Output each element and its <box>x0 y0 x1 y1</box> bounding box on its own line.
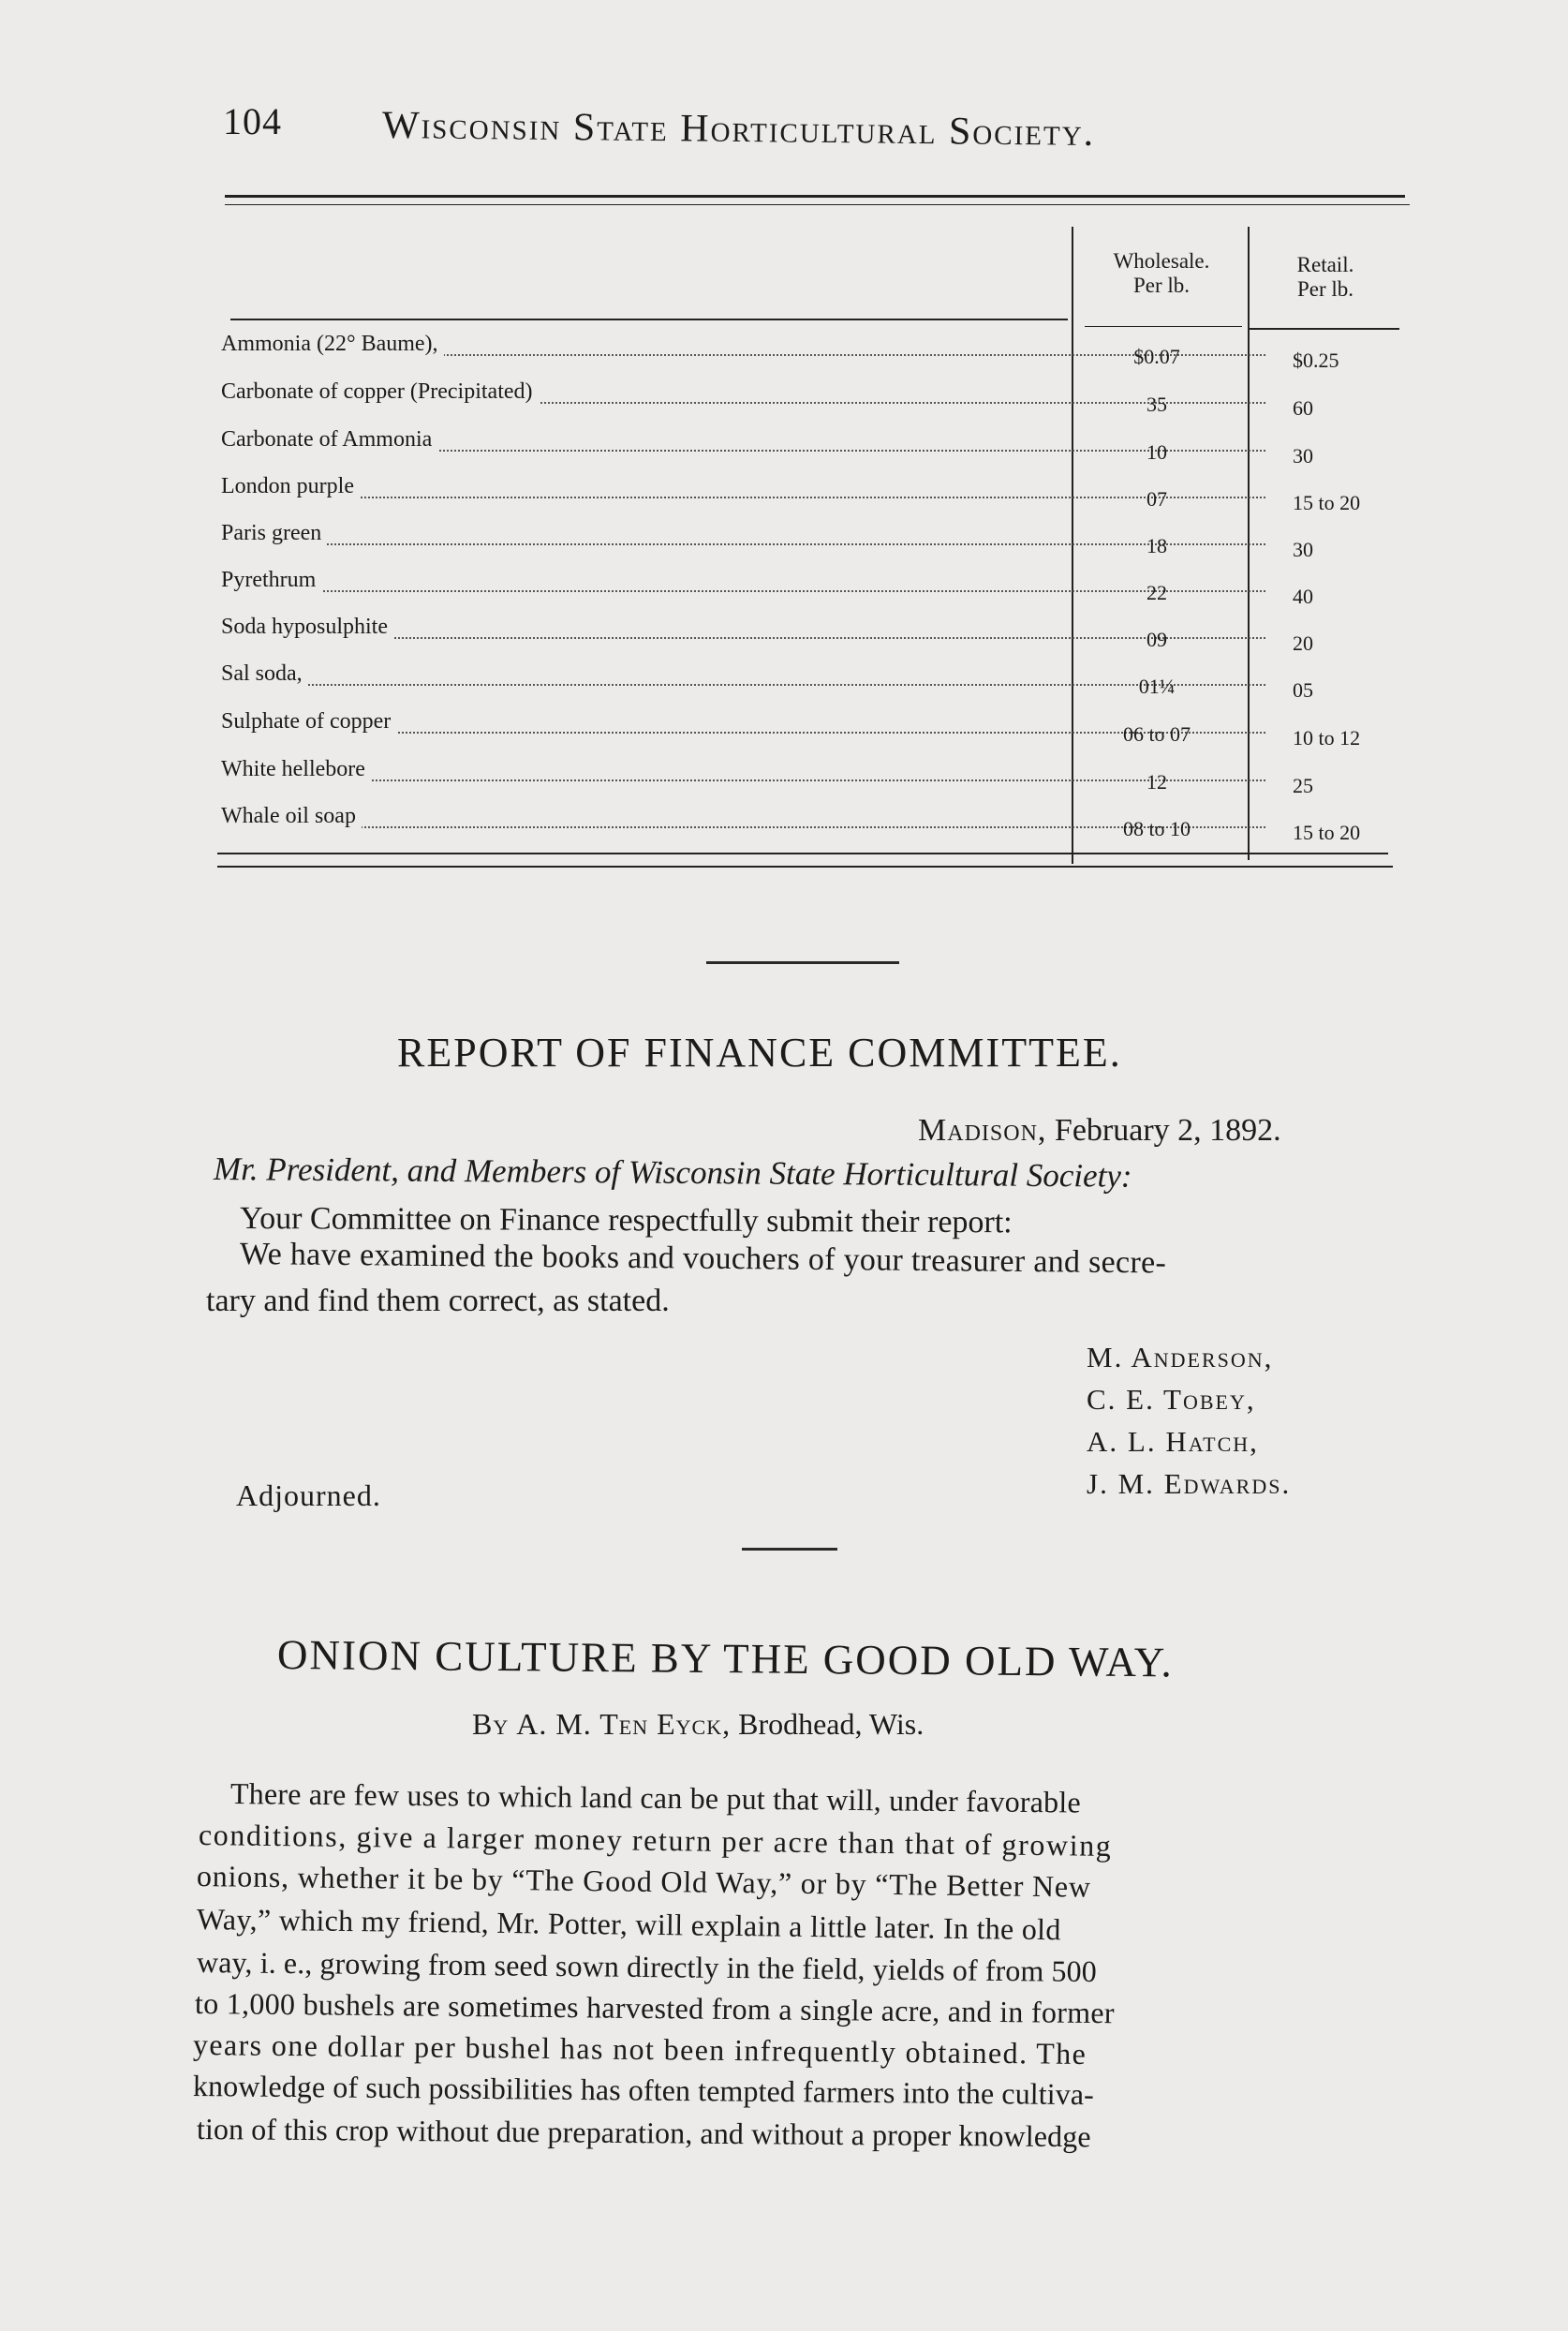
item-name: Pyrethrum <box>221 568 321 592</box>
running-head <box>223 92 1272 155</box>
article-body-line: knowledge of such possibilities has often tempted farmers into the cultiva- <box>192 2069 1095 2112</box>
item-name: Paris green <box>221 521 327 545</box>
retail-price: 05 <box>1293 678 1313 702</box>
byline-by: By <box>472 1707 510 1741</box>
retail-price: 25 <box>1293 774 1313 797</box>
article-body-line: conditions, give a larger money return per acre than that of growing <box>198 1818 1113 1863</box>
dateline-place: Madison, <box>918 1113 1047 1148</box>
table-row <box>215 379 1400 426</box>
retail-price: 20 <box>1293 631 1313 655</box>
retail-price: 30 <box>1293 444 1313 468</box>
signature: M. Anderson, <box>1087 1341 1274 1373</box>
retail-price: 15 to 20 <box>1293 491 1361 514</box>
wholesale-header-line-1: Wholesale. <box>1113 249 1210 273</box>
header-underline-items <box>230 319 1068 320</box>
wholesale-price: 06 to 07 <box>1122 722 1191 746</box>
item-name: Ammonia (22° Baume), <box>221 332 444 356</box>
price-table <box>215 195 1400 888</box>
retail-price: $0.25 <box>1293 349 1339 372</box>
article-body-line: There are few uses to which land can be put that will, under favorable <box>229 1776 1082 1819</box>
page-number: 104 <box>223 100 282 142</box>
table-top-rule <box>225 195 1405 198</box>
item-name: Sal soda, <box>221 661 308 686</box>
wholesale-price: 12 <box>1146 770 1167 794</box>
table-row <box>215 615 1400 661</box>
article-body-line: Way,” which my friend, Mr. Potter, will explain a little later. In the old <box>196 1902 1061 1947</box>
retail-header-line-1: Retail. <box>1296 253 1354 276</box>
item-name: Carbonate of Ammonia <box>221 427 437 452</box>
report-salutation: Mr. President, and Members of Wisconsin State Horticultural Society: <box>213 1151 1132 1195</box>
retail-header-line-2: Per lb. <box>1296 277 1354 301</box>
wholesale-price: 35 <box>1146 393 1167 416</box>
retail-price: 40 <box>1293 585 1313 608</box>
wholesale-price: 08 to 10 <box>1122 817 1191 840</box>
retail-price: 15 to 20 <box>1293 821 1361 844</box>
article-body-line: onions, whether it be by “The Good Old Way,” or by “The Better New <box>196 1859 1092 1904</box>
item-name: Sulphate of copper <box>221 709 396 734</box>
report-paragraph-line: We have examined the books and vouchers of your treasurer and secre- <box>239 1237 1167 1281</box>
wholesale-header-line-2: Per lb. <box>1132 274 1191 297</box>
item-name: Carbonate of copper (Precipitated) <box>221 379 539 404</box>
header-underline-retail <box>1250 328 1399 330</box>
onion-article-title: ONION CULTURE BY THE GOOD OLD WAY. <box>276 1631 1174 1686</box>
wholesale-price: 01¼ <box>1138 675 1176 698</box>
wholesale-price: 09 <box>1146 628 1167 651</box>
committee-signatures <box>1087 1336 1291 1505</box>
table-bottom-rule-thin <box>217 866 1393 868</box>
signature: A. L. Hatch, <box>1087 1425 1259 1458</box>
section-divider <box>742 1548 837 1551</box>
item-name: Whale oil soap <box>221 804 362 828</box>
wholesale-price: 10 <box>1146 440 1167 464</box>
item-name: London purple <box>221 474 360 498</box>
wholesale-price: $0.07 <box>1133 345 1180 368</box>
table-row <box>215 474 1400 521</box>
table-row <box>215 521 1400 568</box>
article-byline <box>472 1707 924 1742</box>
report-paragraph-line: tary and find them correct, as stated. <box>206 1284 670 1318</box>
adjourned-note: Adjourned. <box>236 1478 381 1512</box>
table-top-rule-thin <box>225 204 1410 205</box>
wholesale-price: 22 <box>1146 581 1167 604</box>
signature: J. M. Edwards. <box>1087 1467 1292 1500</box>
byline-author: A. M. Ten Eyck, <box>516 1707 732 1741</box>
finance-report-title: REPORT OF FINANCE COMMITTEE. <box>397 1030 1122 1076</box>
report-dateline <box>918 1113 1281 1149</box>
signature: C. E. Tobey, <box>1087 1383 1256 1416</box>
article-body-line: to 1,000 bushels are sometimes harvested from a single acre, and in former <box>194 1986 1116 2030</box>
table-row <box>215 757 1400 804</box>
retail-price: 30 <box>1293 538 1313 561</box>
wholesale-column-header <box>1077 249 1246 298</box>
section-divider <box>706 961 899 964</box>
wholesale-price: 18 <box>1146 534 1167 557</box>
wholesale-price: 07 <box>1146 487 1167 511</box>
running-head-title: Wisconsin State Horticultural Society. <box>381 104 1096 155</box>
item-name: Soda hyposulphite <box>221 615 393 639</box>
article-body-line: way, i. e., growing from seed sown directly in the field, yields of from 500 <box>196 1945 1098 1989</box>
byline-place: Brodhead, Wis. <box>738 1707 925 1741</box>
item-name: White hellebore <box>221 757 371 781</box>
header-underline-wholesale <box>1085 326 1242 327</box>
retail-column-header <box>1255 253 1396 302</box>
retail-price: 10 to 12 <box>1293 726 1361 750</box>
table-row <box>215 568 1400 615</box>
table-row <box>215 709 1400 756</box>
article-body-line: years one dollar per bushel has not been infrequently obtained. The <box>192 2027 1087 2071</box>
retail-price: 60 <box>1293 396 1313 420</box>
article-body-line: tion of this crop without due preparation, and without a proper knowledge <box>196 2112 1091 2154</box>
report-paragraph-line: Your Committee on Finance respectfully submit their report: <box>239 1201 1013 1240</box>
table-bottom-rule <box>217 853 1388 854</box>
table-row <box>215 661 1400 708</box>
dateline-date: February 2, 1892. <box>1054 1113 1281 1148</box>
table-row <box>215 804 1400 851</box>
table-row <box>215 332 1400 379</box>
table-row <box>215 427 1400 474</box>
